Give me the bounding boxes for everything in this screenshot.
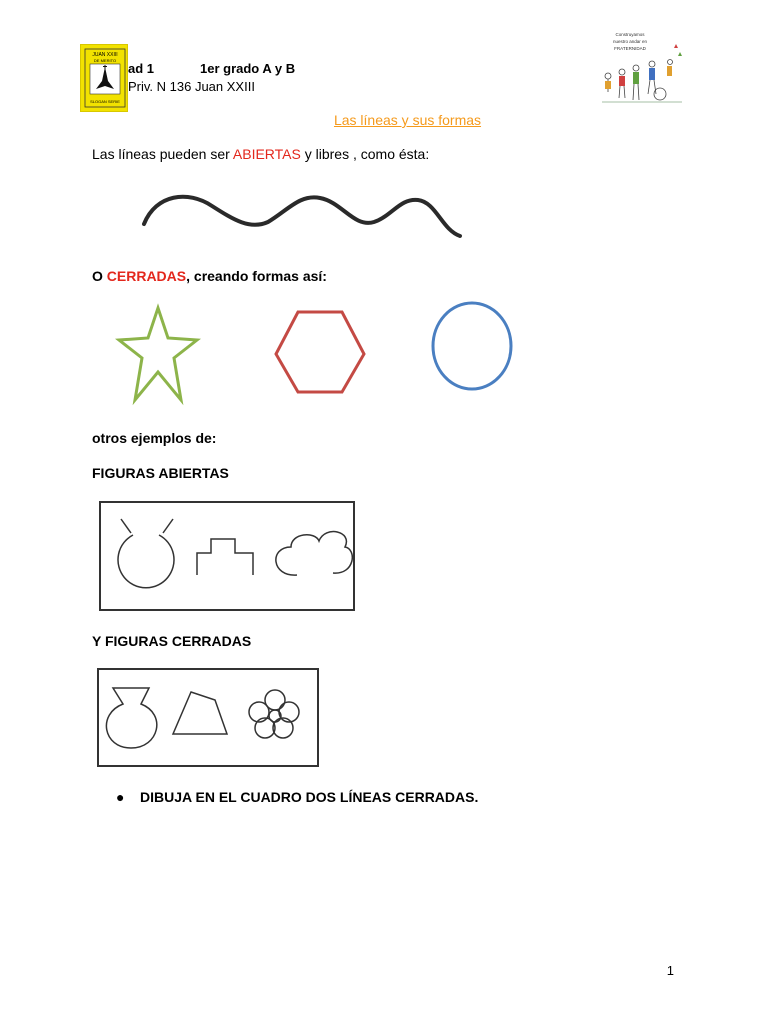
children-illustration bbox=[600, 28, 684, 108]
page-number: 1 bbox=[666, 963, 674, 978]
closed-shapes-row bbox=[110, 300, 530, 410]
hexagon-shape bbox=[276, 312, 364, 392]
school-crest-logo bbox=[80, 44, 128, 112]
closed-suffix: , creando formas así: bbox=[186, 268, 327, 284]
open-wavy-line bbox=[130, 180, 480, 250]
closed-figures-svg bbox=[99, 670, 317, 765]
open-cloud-figure bbox=[276, 532, 352, 576]
circle-shape bbox=[433, 303, 511, 389]
closed-intro-line bbox=[92, 268, 327, 284]
crest-icon bbox=[81, 45, 129, 113]
intro-after: y libres , como ésta: bbox=[300, 146, 430, 162]
page-title: Las líneas y sus formas bbox=[333, 112, 482, 128]
crest-text-top: JUAN XXIII bbox=[92, 52, 118, 58]
open-figures-label: FIGURAS ABIERTAS bbox=[92, 465, 229, 481]
open-circle-figure bbox=[118, 535, 174, 588]
open-steps-figure bbox=[197, 539, 253, 575]
closed-quad-figure bbox=[173, 692, 227, 734]
intro-highlight: ABIERTAS bbox=[232, 146, 301, 162]
intro-before: Las líneas pueden ser bbox=[92, 146, 233, 162]
examples-label: otros ejemplos de: bbox=[92, 430, 217, 446]
closed-vase-figure bbox=[106, 688, 156, 748]
school-label: Priv. N 136 Juan XXIII bbox=[128, 79, 255, 94]
closed-figures-box bbox=[97, 668, 319, 767]
closed-highlight: CERRADAS bbox=[106, 268, 187, 284]
svg-text:FRATERNIDAD: FRATERNIDAD bbox=[614, 46, 646, 51]
instruction-text: DIBUJA EN EL CUADRO DOS LÍNEAS CERRADAS. bbox=[140, 789, 479, 805]
closed-flower-figure bbox=[249, 690, 299, 738]
bullet-icon: ● bbox=[116, 789, 125, 805]
closed-figures-label: Y FIGURAS CERRADAS bbox=[92, 633, 252, 649]
star-shape bbox=[119, 308, 197, 400]
closed-prefix: O bbox=[92, 268, 107, 284]
open-figures-svg bbox=[101, 503, 353, 609]
svg-text:nuestro andar en: nuestro andar en bbox=[612, 39, 648, 44]
closed-shapes-svg bbox=[110, 300, 530, 410]
grade-label: 1er grado A y B bbox=[200, 61, 296, 76]
svg-text:Construyamos: Construyamos bbox=[615, 32, 645, 37]
unit-label: ad 1 bbox=[128, 61, 155, 76]
intro-line bbox=[92, 146, 429, 162]
wavy-line-icon bbox=[130, 180, 480, 250]
children-drawing-icon bbox=[600, 28, 684, 108]
open-figures-box bbox=[99, 501, 355, 611]
crest-text-mid: DE MERITO bbox=[93, 58, 117, 63]
crest-text-bottom: SLOGAN SERIE bbox=[90, 99, 120, 104]
instruction-line bbox=[116, 789, 478, 805]
